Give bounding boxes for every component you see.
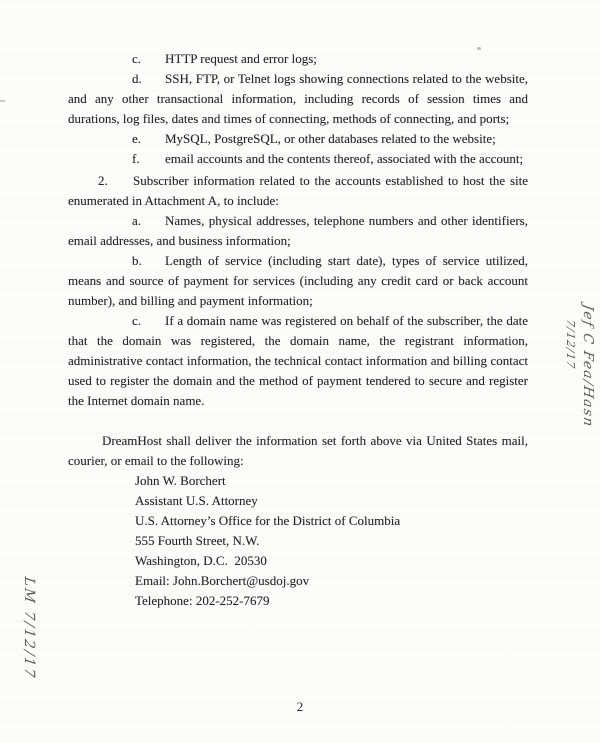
list-item-text: Length of service (including start date), types of service utilized, means and source of payment for services (including any credit card or back account number), and billing and payment information; [68, 253, 528, 308]
list-item-letter: d. [132, 71, 142, 86]
scan-artifact-dot [477, 47, 481, 50]
list-item-letter: e. [132, 131, 142, 146]
contact-street: 555 Fourth Street, N.W. [135, 533, 260, 548]
list-item-e [68, 129, 528, 149]
numbered-item-2 [68, 171, 528, 211]
list-item-c2 [68, 311, 528, 411]
contact-title: Assistant U.S. Attorney [135, 493, 258, 508]
handwritten-initials-date: LM 7/12/17 [21, 575, 37, 681]
list-item-text: MySQL, PostgreSQL, or other databases related to the website; [165, 131, 496, 146]
list-item-letter: f. [132, 151, 140, 166]
contact-office: U.S. Attorney’s Office for the District of Columbia [135, 513, 401, 528]
list-item-a [68, 211, 528, 251]
handwritten-signature-annotation [562, 300, 596, 458]
list-item-text: Names, physical addresses, telephone numbers and other identifiers, email addresses, and business information; [68, 213, 528, 248]
list-item-f [68, 149, 528, 169]
list-item-b [68, 251, 528, 311]
list-item-text: email accounts and the contents thereof, associated with the account; [165, 151, 524, 166]
contact-block [135, 471, 528, 611]
list-item-text: If a domain name was registered on behalf of the subscriber, the date that the domain was registered, the domain name, the registrant information, administrative contact information, the technical contact information and billing contact used to register the domain and the method of payment tendered to secure and register the Internet domain name. [68, 313, 528, 408]
list-item-letter: b. [132, 253, 142, 268]
contact-email: Email: John.Borchert@usdoj.gov [135, 573, 310, 588]
page-number: 2 [296, 699, 304, 714]
list-item-letter: c. [132, 313, 142, 328]
list-item-letter: a. [132, 213, 142, 228]
item-text: Subscriber information related to the accounts established to host the site enumerated in Attachment A, to include: [68, 173, 528, 208]
list-item-c1 [68, 49, 528, 69]
list-item-d [68, 69, 528, 129]
handwritten-date: 7/12/17 [564, 318, 577, 371]
item-number: 2. [98, 173, 108, 188]
list-item-letter: c. [132, 51, 142, 66]
scan-artifact-edge-mark [0, 100, 5, 102]
handwritten-signature: Jef C Fea/Hasn [580, 303, 596, 429]
contact-city: Washington, D.C. 20530 [135, 553, 267, 568]
contact-telephone: Telephone: 202-252-7679 [135, 593, 270, 608]
document-body [68, 0, 528, 611]
delivery-paragraph: DreamHost shall deliver the information set forth above via United States mail, courier, or email to the following: [68, 433, 528, 468]
list-item-text: HTTP request and error logs; [165, 51, 317, 66]
contact-name: John W. Borchert [135, 473, 226, 488]
list-item-text: SSH, FTP, or Telnet logs showing connections related to the website, and any other transactional information, including records of session times and durations, log files, dates and times of connecting, methods of connecting, and ports; [68, 71, 528, 126]
